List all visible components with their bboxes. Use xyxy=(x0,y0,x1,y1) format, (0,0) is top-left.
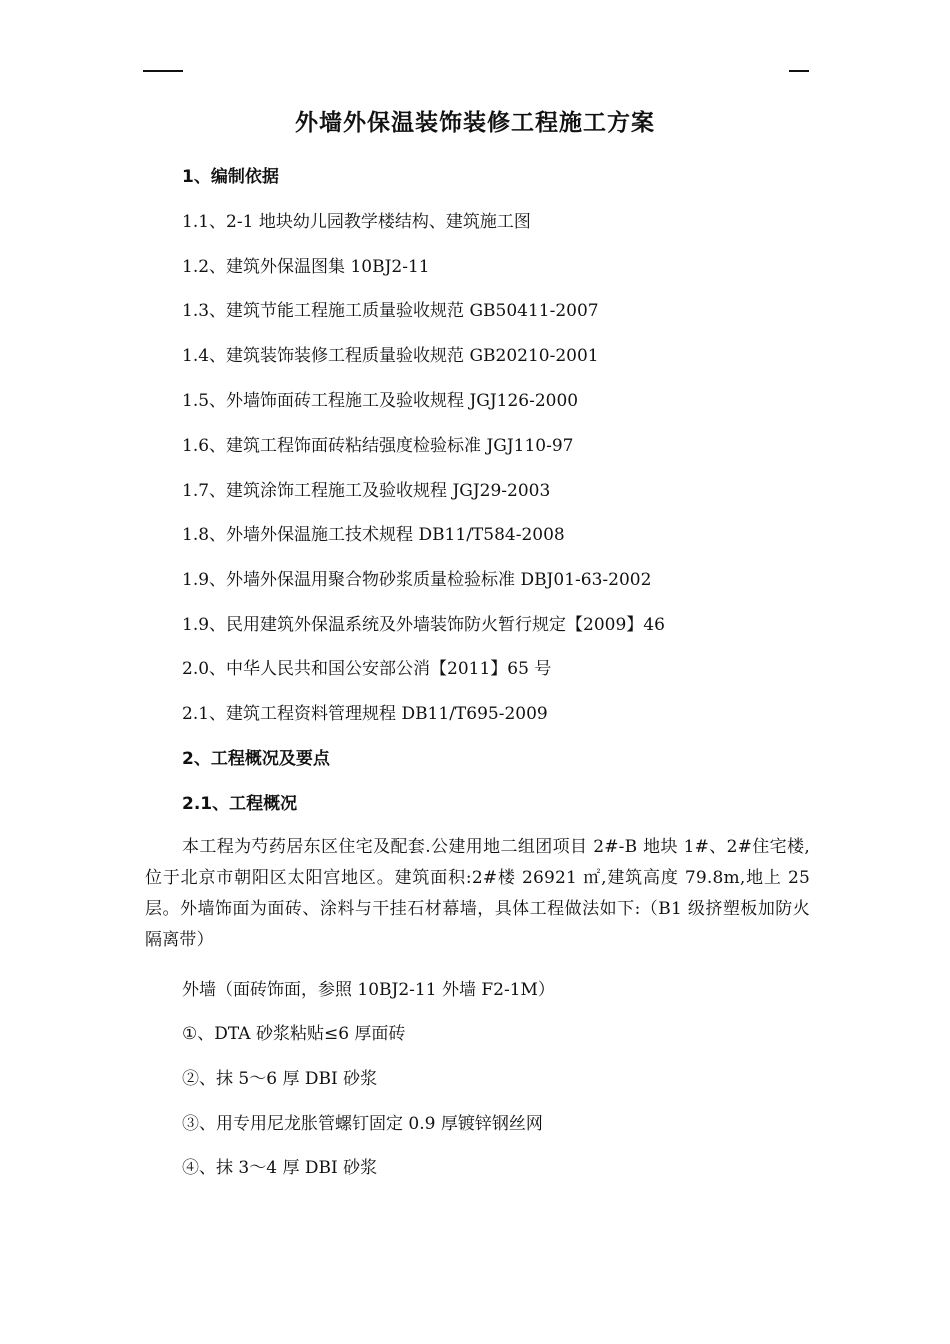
basis-item: 1.5、外墙饰面砖工程施工及验收规程 JGJ126-2000 xyxy=(182,391,579,411)
header-rule-right xyxy=(789,70,809,72)
subsection-heading-overview: 2.1、工程概况 xyxy=(182,794,298,814)
basis-item: 1.9、民用建筑外保温系统及外墙装饰防火暂行规定【2009】46 xyxy=(182,615,665,635)
basis-item: 1.1、2-1 地块幼儿园教学楼结构、建筑施工图 xyxy=(182,212,531,232)
wall-spec-title: 外墙（面砖饰面，参照 10BJ2-11 外墙 F2-1M） xyxy=(182,980,555,1000)
document-title: 外墙外保温装饰装修工程施工方案 xyxy=(295,110,655,136)
basis-item: 1.4、建筑装饰装修工程质量验收规范 GB20210-2001 xyxy=(182,346,599,366)
wall-step: ④、抹 3～4 厚 DBI 砂浆 xyxy=(182,1158,378,1178)
header-rule-left xyxy=(143,70,183,72)
section-heading-basis: 1、编制依据 xyxy=(182,167,279,187)
basis-item: 2.0、中华人民共和国公安部公消【2011】65 号 xyxy=(182,659,552,679)
wall-step: ②、抹 5～6 厚 DBI 砂浆 xyxy=(182,1069,378,1089)
overview-paragraph: 本工程为芍药居东区住宅及配套.公建用地二组团项目 2#-B 地块 1#、2#住宅楼,位于北京市朝阳区太阳宫地区。建筑面积:2#楼 26921 ㎡,建筑高度 79.8m,地上 25 层。外墙饰面为面砖、涂料与干挂石材幕墙，具体工程做法如下:（B1 级挤塑板加防火隔离带） xyxy=(145,837,810,950)
wall-step: ①、DTA 砂浆粘贴≤6 厚面砖 xyxy=(182,1024,406,1044)
basis-item: 1.8、外墙外保温施工技术规程 DB11/T584-2008 xyxy=(182,525,565,545)
basis-item: 1.2、建筑外保温图集 10BJ2-11 xyxy=(182,257,430,277)
basis-item: 1.3、建筑节能工程施工质量验收规范 GB50411-2007 xyxy=(182,301,599,321)
basis-item: 1.7、建筑涂饰工程施工及验收规程 JGJ29-2003 xyxy=(182,481,551,501)
wall-step: ③、用专用尼龙胀管螺钉固定 0.9 厚镀锌钢丝网 xyxy=(182,1114,543,1134)
basis-item: 2.1、建筑工程资料管理规程 DB11/T695-2009 xyxy=(182,704,548,724)
basis-item: 1.9、外墙外保温用聚合物砂浆质量检验标准 DBJ01-63-2002 xyxy=(182,570,652,590)
section-heading-overview: 2、工程概况及要点 xyxy=(182,749,330,769)
basis-item: 1.6、建筑工程饰面砖粘结强度检验标准 JGJ110-97 xyxy=(182,436,574,456)
